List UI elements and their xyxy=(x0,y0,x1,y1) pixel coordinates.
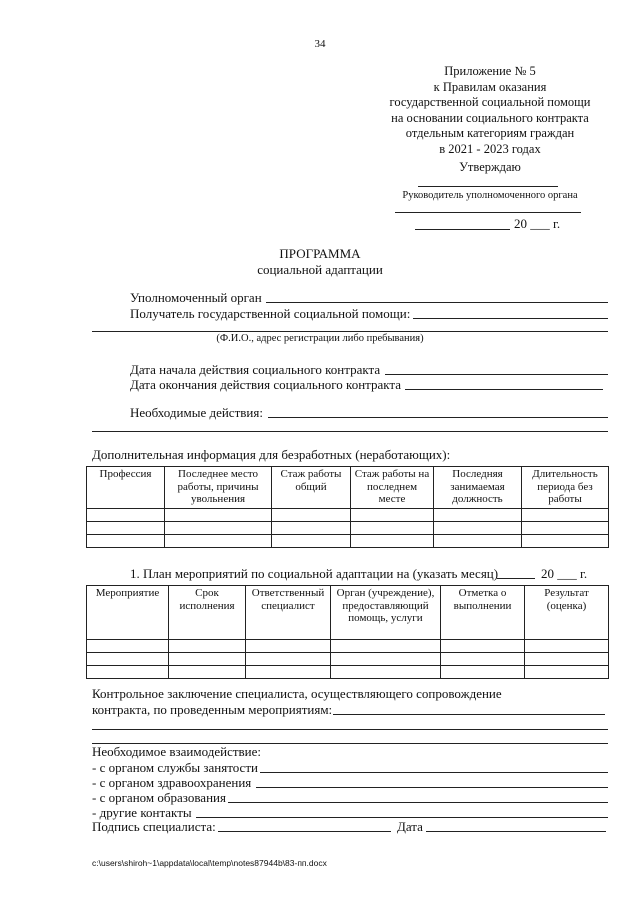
plan-heading: 1. План мероприятий по социальной адаптации на (указать месяц) xyxy=(130,566,499,581)
signature-field[interactable] xyxy=(218,831,391,832)
table-cell[interactable] xyxy=(441,653,525,666)
table-cell[interactable] xyxy=(246,653,331,666)
column-header: Отметка о выполнении xyxy=(441,586,525,640)
table-row xyxy=(87,653,609,666)
authorized-body-label: Уполномоченный орган xyxy=(130,290,262,305)
healthcare-field[interactable] xyxy=(256,787,608,788)
appendix-line: Приложение № 5 xyxy=(444,64,536,78)
column-header: Результат (оценка) xyxy=(525,586,609,640)
table-cell[interactable] xyxy=(87,653,169,666)
recipient-field-line2[interactable] xyxy=(92,331,608,332)
table-cell[interactable] xyxy=(165,522,272,535)
table-cell[interactable] xyxy=(434,509,522,522)
unemployed-heading: Дополнительная информация для безработных (неработающих): xyxy=(92,447,451,462)
column-header: Профессия xyxy=(87,467,165,509)
table-cell[interactable] xyxy=(522,522,609,535)
table-cell[interactable] xyxy=(351,522,434,535)
required-actions-field-line2[interactable] xyxy=(92,431,608,432)
table-cell[interactable] xyxy=(522,535,609,548)
employment-service-field[interactable] xyxy=(260,772,608,773)
table-cell[interactable] xyxy=(169,666,246,679)
column-header: Срок исполнения xyxy=(169,586,246,640)
interaction-item: - с органом образования xyxy=(92,790,226,805)
signature-date-field[interactable] xyxy=(426,831,606,832)
column-header: Мероприятие xyxy=(87,586,169,640)
table-cell[interactable] xyxy=(87,535,165,548)
approval-title: Утверждаю xyxy=(459,160,521,174)
interaction-item: - с органом здравоохранения xyxy=(92,775,252,790)
table-cell[interactable] xyxy=(272,535,351,548)
signature-label: Подпись специалиста: xyxy=(92,819,216,834)
table-cell[interactable] xyxy=(525,666,609,679)
table-cell[interactable] xyxy=(87,640,169,653)
table-header-row xyxy=(87,467,609,509)
recipient-label: Получатель государственной социальной помощи: xyxy=(130,306,411,321)
start-date-field[interactable] xyxy=(385,374,608,375)
appendix-line: в 2021 - 2023 годах xyxy=(439,141,541,156)
table-cell[interactable] xyxy=(525,653,609,666)
table-cell[interactable] xyxy=(331,640,441,653)
name-line xyxy=(395,212,581,213)
authorized-body-field[interactable] xyxy=(266,302,608,303)
interaction-item: - другие контакты xyxy=(92,805,192,820)
table-cell[interactable] xyxy=(87,522,165,535)
table-cell[interactable] xyxy=(441,640,525,653)
education-field[interactable] xyxy=(228,802,608,803)
program-subtitle: социальной адаптации xyxy=(257,262,383,277)
column-header: Последнее место работы, причины увольнения xyxy=(165,467,272,509)
table-cell[interactable] xyxy=(434,522,522,535)
approval-date-suffix: 20 ___ г. xyxy=(514,216,561,231)
appendix-line: отдельным категориям граждан xyxy=(405,126,575,140)
table-cell[interactable] xyxy=(331,653,441,666)
plan-heading-suffix: 20 ___ г. xyxy=(541,566,588,581)
conclusion-field[interactable] xyxy=(333,714,605,715)
date-label: Дата xyxy=(397,819,423,834)
table-row xyxy=(87,509,609,522)
unemployed-table xyxy=(86,466,609,548)
appendix-header xyxy=(380,64,600,157)
table-row xyxy=(87,522,609,535)
plan-table xyxy=(86,585,609,679)
column-header: Стаж работы общий xyxy=(272,467,351,509)
table-cell[interactable] xyxy=(87,666,169,679)
column-header: Длительность периода без работы xyxy=(522,467,609,509)
conclusion-line1: Контрольное заключение специалиста, осуществляющего сопровождение xyxy=(92,686,502,701)
appendix-line: государственной социальной помощи xyxy=(389,95,591,109)
conclusion-line2: контракта, по проведенным мероприятиям: xyxy=(92,702,333,717)
signature-line xyxy=(418,186,558,187)
date-line xyxy=(415,229,510,230)
table-cell[interactable] xyxy=(351,509,434,522)
end-date-field[interactable] xyxy=(405,389,603,390)
table-row xyxy=(87,640,609,653)
column-header: Орган (учреждение), предоставляющий помощь, услуги xyxy=(331,586,441,640)
table-cell[interactable] xyxy=(165,509,272,522)
plan-month-field[interactable] xyxy=(497,578,535,579)
head-label: Руководитель уполномоченного органа xyxy=(402,190,578,201)
table-cell[interactable] xyxy=(331,666,441,679)
table-cell[interactable] xyxy=(169,640,246,653)
appendix-line: на основании социального контракта xyxy=(391,110,589,125)
table-row xyxy=(87,535,609,548)
program-title: ПРОГРАММА xyxy=(279,246,361,261)
table-cell[interactable] xyxy=(87,509,165,522)
column-header: Ответственный специалист xyxy=(246,586,331,640)
interaction-item: - с органом службы занятости xyxy=(92,760,258,775)
table-cell[interactable] xyxy=(246,640,331,653)
start-date-label: Дата начала действия социального контракта xyxy=(130,362,381,377)
recipient-field[interactable] xyxy=(413,318,608,319)
end-date-label: Дата окончания действия социального контракта xyxy=(130,377,402,392)
table-header-row xyxy=(87,586,609,640)
table-cell[interactable] xyxy=(165,535,272,548)
required-actions-label: Необходимые действия: xyxy=(130,405,263,420)
table-cell[interactable] xyxy=(246,666,331,679)
appendix-line: к Правилам оказания xyxy=(433,79,547,94)
table-cell[interactable] xyxy=(351,535,434,548)
required-actions-field[interactable] xyxy=(268,417,608,418)
conclusion-field-line2[interactable] xyxy=(92,729,608,730)
table-cell[interactable] xyxy=(441,666,525,679)
recipient-hint: (Ф.И.О., адрес регистрации либо пребывания) xyxy=(216,333,424,344)
table-cell[interactable] xyxy=(169,653,246,666)
column-header: Стаж работы на последнем месте xyxy=(351,467,434,509)
table-row xyxy=(87,666,609,679)
table-cell[interactable] xyxy=(522,509,609,522)
table-cell[interactable] xyxy=(434,535,522,548)
table-cell[interactable] xyxy=(272,522,351,535)
table-cell[interactable] xyxy=(272,509,351,522)
footer-file-path: c:\users\shiroh~1\appdata\local\temp\notes87944b\83-пп.docx xyxy=(92,858,327,868)
table-cell[interactable] xyxy=(525,640,609,653)
column-header: Последняя занимаемая должность xyxy=(434,467,522,509)
other-contacts-field[interactable] xyxy=(196,817,608,818)
interaction-heading: Необходимое взаимодействие: xyxy=(92,744,262,759)
page-number: 34 xyxy=(314,38,326,50)
